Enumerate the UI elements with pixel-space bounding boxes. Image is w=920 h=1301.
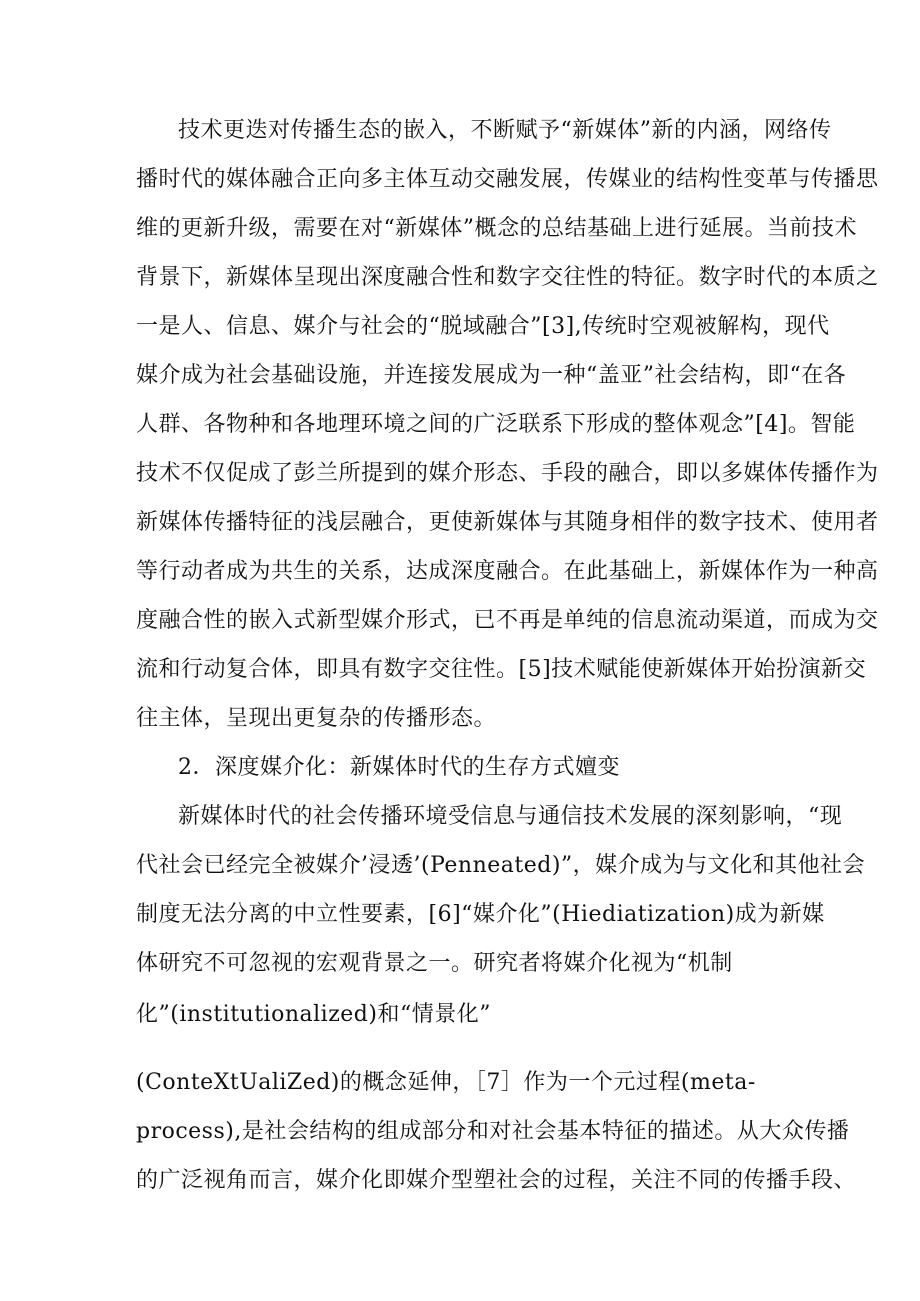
- paragraph-1-line-11: 度融合性的嵌入式新型媒介形式，已不再是单纯的信息流动渠道，而成为交: [136, 608, 879, 633]
- paragraph-1-line-4: 背景下，新媒体呈现出深度融合性和数字交往性的特征。数字时代的本质之: [136, 265, 879, 290]
- paragraph-2-line-2: 代社会已经完全被媒介’浸透’(Penneated)”，媒介成为与文化和其他社会: [136, 853, 866, 878]
- paragraph-1-line-12: 流和行动复合体，即具有数字交往性。[5]技术赋能使新媒体开始扮演新交: [136, 657, 867, 682]
- paragraph-2-line-6: (ConteXtUaliZed)的概念延伸，［7］作为一个元过程(meta-: [136, 1070, 756, 1095]
- paragraph-1-line-2: 播时代的媒体融合正向多主体互动交融发展，传媒业的结构性变革与传播思: [136, 167, 879, 192]
- paragraph-2-line-7: process),是社会结构的组成部分和对社会基本特征的描述。从大众传播: [136, 1119, 850, 1144]
- paragraph-2-line-5: 化”(institutionalized)和“情景化”: [136, 1002, 491, 1027]
- paragraph-1-line-13: 往主体，呈现出更复杂的传播形态。: [136, 706, 497, 731]
- paragraph-1-line-1: 技术更迭对传播生态的嵌入，不断赋予“新媒体”新的内涵，网络传: [178, 118, 832, 143]
- paragraph-1-line-10: 等行动者成为共生的关系，达成深度融合。在此基础上，新媒体作为一种高: [136, 559, 879, 584]
- paragraph-2-line-1: 新媒体时代的社会传播环境受信息与通信技术发展的深刻影响，“现: [178, 804, 843, 829]
- paragraph-1-line-6: 媒介成为社会基础设施，并连接发展成为一种“盖亚”社会结构，即“在各: [136, 363, 847, 388]
- paragraph-2-line-4: 体研究不可忽视的宏观背景之一。研究者将媒介化视为“机制: [136, 951, 733, 976]
- paragraph-1-line-9: 新媒体传播特征的浅层融合，更使新媒体与其随身相伴的数字技术、使用者: [136, 510, 879, 535]
- paragraph-2-line-8: 的广泛视角而言，媒介化即媒介型塑社会的过程，关注不同的传播手段、: [136, 1168, 857, 1193]
- paragraph-2-line-3: 制度无法分离的中立性要素，[6]“媒介化”(Hiediatization)成为新媒: [136, 902, 825, 927]
- paragraph-1-line-7: 人群、各物种和各地理环境之间的广泛联系下形成的整体观念”[4]。智能: [136, 412, 856, 437]
- section-heading: 2．深度媒介化：新媒体时代的生存方式嬗变: [178, 755, 620, 780]
- paragraph-1-line-3: 维的更新升级，需要在对“新媒体”概念的总结基础上进行延展。当前技术: [136, 216, 857, 241]
- paragraph-1-line-8: 技术不仅促成了彭兰所提到的媒介形态、手段的融合，即以多媒体传播作为: [136, 461, 879, 486]
- paragraph-1-line-5: 一是人、信息、媒介与社会的“脱域融合”[3],传统时空观被解构，现代: [136, 314, 830, 339]
